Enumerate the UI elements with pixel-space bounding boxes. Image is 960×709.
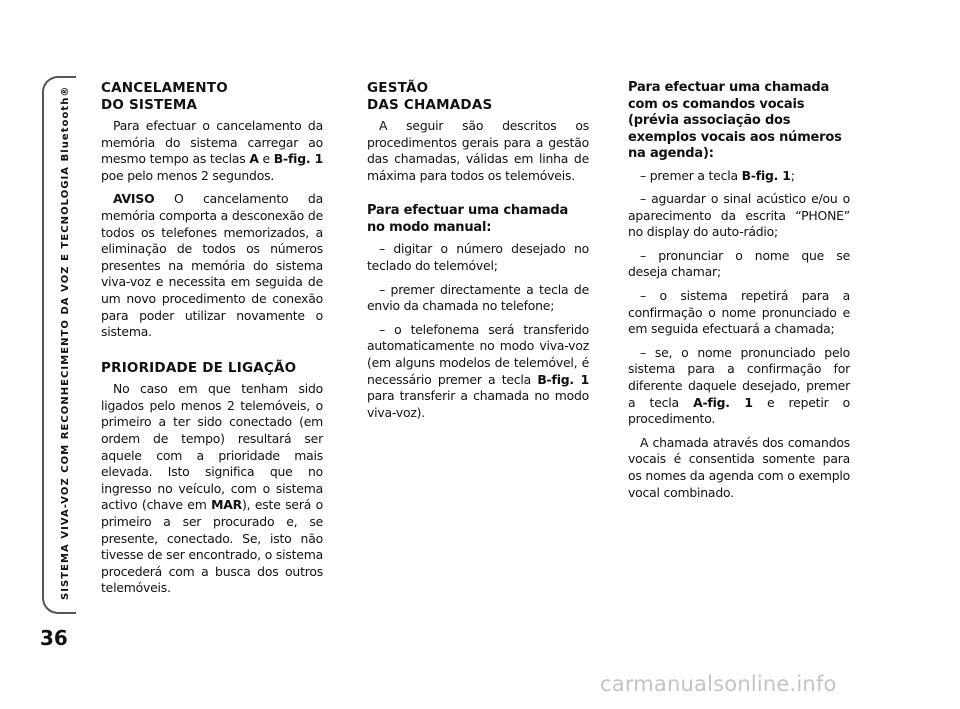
paragraph-final: A chamada através dos comandos vocais é consentida somente para os nomes da agenda com o exemplo vocal combinado. [628, 434, 850, 500]
heading-prioridade: PRIORIDADE DE LIGAÇÃO [101, 359, 297, 376]
heading-modo-manual: Para efectuar uma chamada no modo manual: [367, 203, 569, 235]
text: para transferir a chamada no modo viva-voz). [367, 388, 589, 420]
column-3 [628, 80, 850, 508]
text: – premer a tecla [640, 167, 742, 183]
key-a-fig-1: A-fig. 1 [693, 394, 753, 410]
page-number: 36 [40, 626, 68, 650]
key-b-fig-1: B-fig. 1 [273, 151, 324, 167]
column-2 [367, 80, 589, 428]
list-item: – digitar o número desejado no teclado do telemóvel; [367, 241, 589, 273]
section-title: SISTEMA VIVA-VOZ COM RECONHECIMENTO DA VOZ E TECNOLOGIA Bluetooth® [60, 85, 71, 600]
text: Para efectuar o cancelamento da memória do sistema carregar ao mesmo tempo as teclas [101, 118, 323, 167]
text: ; [790, 167, 795, 183]
text: e [258, 151, 274, 167]
list-item [367, 322, 589, 422]
list-item: – premer directamente a tecla de envio da chamada no telefone; [367, 281, 589, 314]
key-b-fig-1: B-fig. 1 [741, 167, 791, 183]
list-item: – pronunciar o nome que se deseja chamar; [628, 247, 850, 280]
paragraph-prioridade [101, 381, 323, 597]
text: No caso em que tenham sido ligados pelo menos 2 telemóveis, o primeiro a ter sido conectado (em ordem de tempo) resultará ser aquele com a prioridade mais elevada. Isto significa que no ingresso no veículo, com o sistema activo (chave em [101, 381, 323, 513]
key-a: A [249, 151, 259, 167]
list-item: – aguardar o sinal acústico e/ou o aparecimento da escrita “PHONE” no display do auto-rádio; [628, 191, 850, 240]
paragraph-gestao: A seguir são descritos os procedimentos gerais para a gestão das chamadas, válidas em linha de máxima para todos os telemóveis. [367, 118, 589, 183]
heading-cancelamento: CANCELAMENTO DO SISTEMA [101, 80, 228, 113]
paragraph-cancelamento [101, 118, 323, 184]
list-item [628, 345, 850, 428]
key-b-fig-1: B-fig. 1 [537, 371, 589, 387]
text: O cancelamento da memória comporta a desconexão de todos os telefones memorizados, a eliminação de todos os números presentes na memória do sistema viva-voz e necessita em seguida de um novo procedimento de conexão para poder utilizar novamente o sistema. [101, 191, 323, 340]
list-item: – o sistema repetirá para a confirmação o nome pronunciado e em seguida efectuará a chamada; [628, 288, 850, 337]
column-1 [101, 80, 323, 604]
text: ), este será o primeiro a ser procurado e, se presente, conectado. Se, isto não tivesse de ser encontrado, o sistema procederá com a busca dos outros telemóveis. [101, 497, 323, 596]
list-item [628, 168, 850, 185]
text: e repetir o procedimento. [628, 394, 851, 427]
key-mar: MAR [211, 497, 242, 513]
heading-comandos-vocais: Para efectuar uma chamada com os comandos vocais (prévia associação dos exemplos vocais aos números na agenda): [628, 80, 842, 161]
heading-gestao: GESTÃO DAS CHAMADAS [367, 80, 493, 113]
paragraph-aviso [101, 191, 323, 340]
text: – se, o nome pronunciado pelo sistema para a confirmação for diferente daquele desejado, premer a tecla [628, 344, 850, 410]
aviso-label: AVISO [113, 191, 155, 207]
text: – o telefonema será transferido automaticamente no modo viva-voz (em alguns modelos de telemóvel, é necessário premer a tecla [367, 321, 589, 387]
watermark: carmanualsonline.info [600, 672, 837, 696]
text: poe pelo menos 2 segundos. [101, 167, 275, 183]
